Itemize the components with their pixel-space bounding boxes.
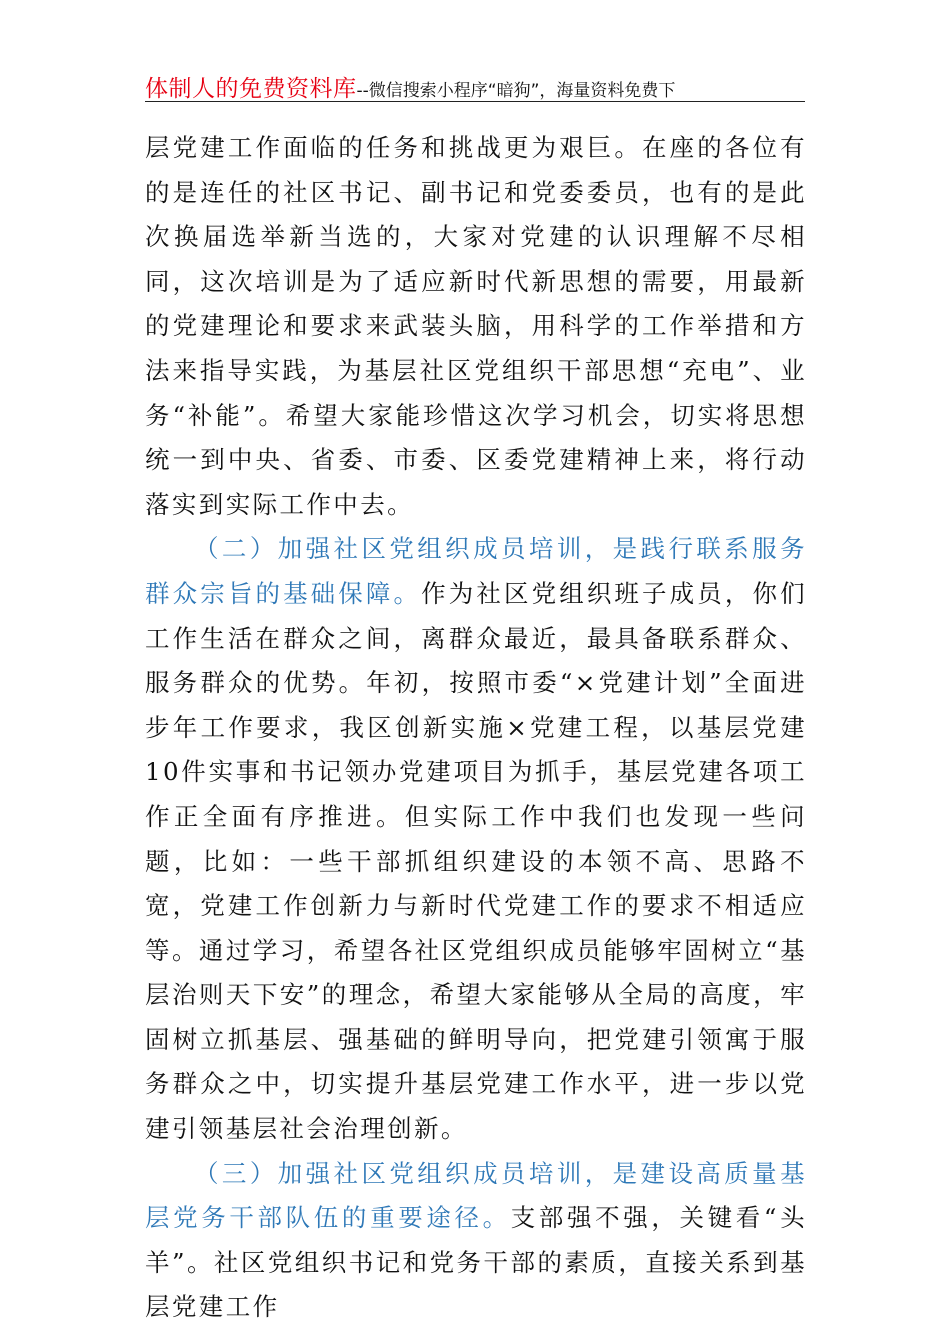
paragraph-section-2 — [145, 527, 807, 1151]
page-header — [145, 70, 805, 104]
paragraph-continuation — [145, 126, 807, 527]
document-body — [145, 126, 807, 1330]
paragraph-text: 层党建工作面临的任务和挑战更为艰巨。在座的各位有的是连任的社区书记、副书记和党委委员，也有的是此次换届选举新当选的，大家对党建的认识理解不尽相同，这次培训是为了适应新时代新思想的需要，用最新的党建理论和要求来武装头脑，用科学的工作举措和方法来指导实践，为基层社区党组织干部思想“充电”、业务“补能”。希望大家能珍惜这次学习机会，切实将思想统一到中央、省委、市委、区委党建精神上来，将行动落实到实际工作中去。 — [145, 133, 807, 519]
header-brand: 体制人的免费资料库 — [145, 76, 357, 102]
paragraph-text: 作为社区党组织班子成员，你们工作生活在群众之间，离群众最近，最具备联系群众、服务群众的优势。年初，按照市委“×党建计划”全面进步年工作要求，我区创新实施×党建工程，以基层党建10件实事和书记领办党建项目为抓手，基层党建各项工作正全面有序推进。但实际工作中我们也发现一些问题，比如：一些干部抓组织建设的本领不高、思路不宽，党建工作创新力与新时代党建工作的要求不相适应等。通过学习，希望各社区党组织成员能够牢固树立“基层治则天下安”的理念，希望大家能够从全局的高度，牢固树立抓基层、强基础的鲜明导向，把党建引领寓于服务群众之中，切实提升基层党建工作水平，进一步以党建引领基层社会治理创新。 — [145, 578, 808, 1144]
header-divider — [145, 101, 805, 102]
section-heading: （二）加强社区党组织成员培训，是践行联系服务群众宗旨的基础保障。 — [145, 534, 807, 608]
header-tagline: --微信搜索小程序“暗狗”，海量资料免费下 — [356, 81, 676, 101]
paragraph-text: 支部强不强，关键看“头羊”。社区党组织书记和党务干部的素质，直接关系到基层党建工作 — [145, 1203, 807, 1322]
section-heading: （三）加强社区党组织成员培训，是建设高质量基层党务干部队伍的重要途径。 — [145, 1158, 807, 1233]
paragraph-section-3 — [145, 1152, 807, 1330]
